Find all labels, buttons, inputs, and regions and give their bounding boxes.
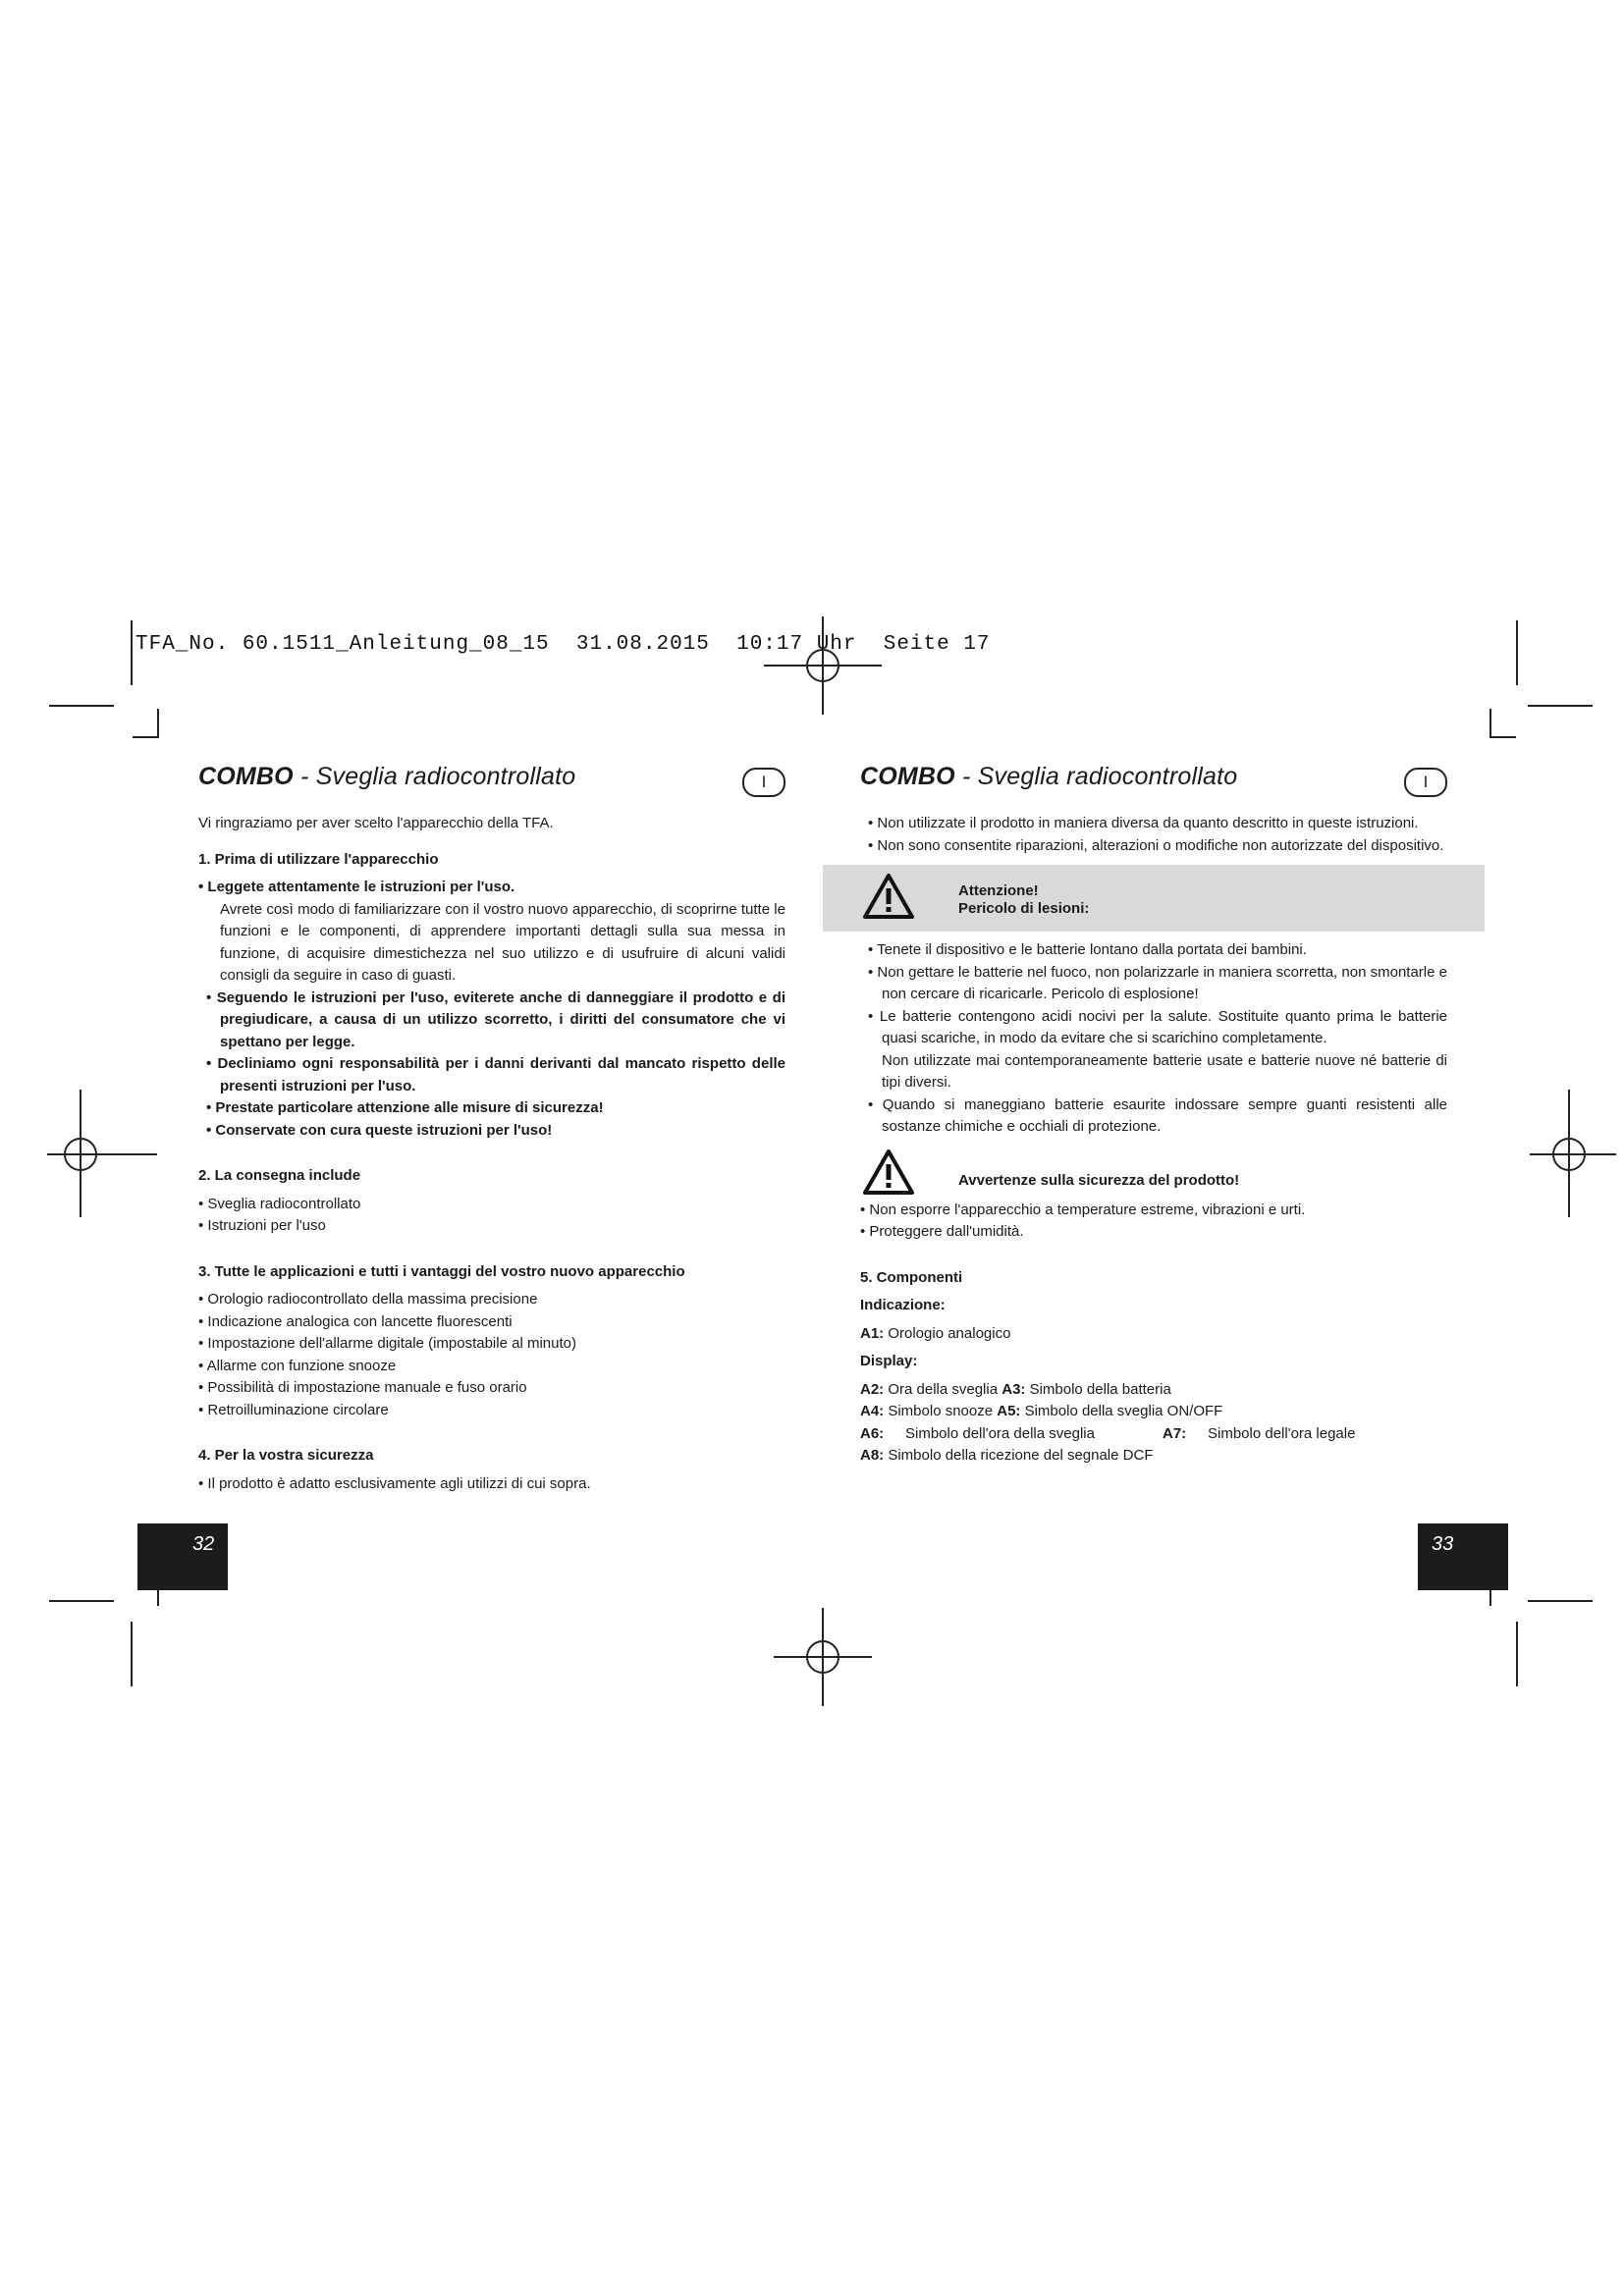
crop-mark (131, 620, 133, 685)
language-badge: I (1404, 768, 1447, 797)
list-item: • Indicazione analogica con lancette fluorescenti (198, 1312, 513, 1330)
list-item: • Istruzioni per l'uso (198, 1217, 326, 1234)
page-header (198, 763, 785, 805)
list-item: • Allarme con funzione snooze (198, 1357, 397, 1374)
page-number-tab (137, 1523, 228, 1590)
page-title: COMBO - Sveglia radiocontrollato (198, 763, 576, 790)
list-item: • Decliniamo ogni responsabilità per i danni derivanti dal mancato rispetto delle presenti istruzioni per l'uso. (206, 1055, 785, 1095)
section-heading: 2. La consegna include (198, 1167, 361, 1184)
list-item: • Leggete attentamente le istruzioni per l'uso. (198, 879, 515, 895)
list-item: • Seguendo le istruzioni per l'uso, eviterete anche di danneggiare il prodotto e di pregiudicare, a causa di un utilizzo scorretto, i diritti del consumatore che vi spettano per legge. (206, 988, 785, 1050)
list-item: • Prestate particolare attenzione alle misure di sicurezza! (206, 1099, 604, 1116)
crop-mark (1516, 620, 1518, 685)
intro-text: Vi ringraziamo per aver scelto l'apparecchio della TFA. (198, 815, 554, 831)
registration-mark-icon (1506, 1090, 1624, 1217)
crop-mark (1528, 1600, 1593, 1602)
list-item: • Non sono consentite riparazioni, alterazioni o modifiche non autorizzate del dispositivo. (868, 836, 1444, 854)
list-item: • Non utilizzate il prodotto in maniera diversa da quanto descritto in queste istruzioni. (868, 815, 1419, 831)
right-page (860, 763, 1447, 1468)
crop-mark (1490, 736, 1516, 738)
list-item: • Impostazione dell'allarme digitale (impostabile al minuto) (198, 1335, 576, 1352)
list-item: • Retroilluminazione circolare (198, 1401, 389, 1418)
page-header (860, 763, 1447, 805)
page-title: COMBO - Sveglia radiocontrollato (860, 763, 1238, 790)
list-item: • Tenete il dispositivo e le batterie lontano dalla portata dei bambini. (868, 941, 1307, 958)
list-item: • Quando si maneggiano batterie esaurite indossare sempre guanti resistenti alle sostanze chimiche e occhiali di protezione. (868, 1095, 1447, 1135)
list-item: • Sveglia radiocontrollato (198, 1195, 361, 1212)
paragraph: Non utilizzate mai contemporaneamente batterie usate e batterie nuove né batterie di tipi diversi. (882, 1051, 1447, 1091)
warning-text: Attenzione! Pericolo di lesioni: (958, 882, 1090, 917)
list-item: • Il prodotto è adatto esclusivamente agli utilizzi di cui sopra. (198, 1474, 591, 1492)
warning-text: Avvertenze sulla sicurezza del prodotto! (958, 1171, 1240, 1189)
component-line: A4: Simbolo snooze A5: Simbolo della sveglia ON/OFF (860, 1403, 1223, 1419)
list-item: • Non gettare le batterie nel fuoco, non polarizzarle in maniera scorretta, non smontarle e non cercare di ricaricarle. Pericolo di esplosione! (868, 963, 1447, 1002)
paragraph: Avrete così modo di familiarizzare con il vostro nuovo apparecchio, di scoprirne tutte le funzioni e le componenti, di apprendere importanti dettagli sulla sua messa in funzione, di acquisire dimestichezza nel suo utilizzo e di usufruire di alcuni validi consigli da seguire in caso di guasti. (220, 900, 785, 984)
section-heading: 4. Per la vostra sicurezza (198, 1447, 374, 1464)
subheading: Display: (860, 1353, 918, 1369)
crop-mark (1489, 709, 1491, 738)
crop-mark (131, 1622, 133, 1686)
warning-triangle-icon (862, 1148, 915, 1196)
crop-mark (49, 705, 114, 707)
warning-box (823, 865, 1485, 932)
page-number: 33 (1432, 1533, 1454, 1555)
list-item: • Proteggere dall'umidità. (860, 1223, 1024, 1240)
safety-warning (860, 1147, 1447, 1200)
crop-mark (157, 709, 159, 738)
list-item: • Orologio radiocontrollato della massima precisione (198, 1291, 538, 1308)
crop-mark (49, 1600, 114, 1602)
page-number-tab (1418, 1523, 1508, 1590)
list-item: • Le batterie contengono acidi nocivi per la salute. Sostituite quanto prima le batterie quasi scariche, in modo da evitare che si scarichino completamente. (868, 1007, 1447, 1046)
component-line: A6: Simbolo dell'ora della sveglia A7: Simbolo dell'ora legale (860, 1424, 1356, 1442)
subheading: Indicazione: (860, 1297, 946, 1313)
crop-mark (1528, 705, 1593, 707)
list-item: • Conservate con cura queste istruzioni per l'uso! (206, 1121, 553, 1139)
list-item: • Non esporre l'apparecchio a temperature estreme, vibrazioni e urti. (860, 1201, 1306, 1218)
crop-mark (1516, 1622, 1518, 1686)
component-line: A1: Orologio analogico (860, 1324, 1011, 1342)
section-heading: 3. Tutte le applicazioni e tutti i vantaggi del vostro nuovo apparecchio (198, 1262, 685, 1280)
print-slug-line: TFA_No. 60.1511_Anleitung_08_15 31.08.2015 10:17 Uhr Seite 17 (135, 633, 991, 656)
component-line: A8: Simbolo della ricezione del segnale DCF (860, 1447, 1154, 1464)
warning-triangle-icon (862, 873, 915, 920)
crop-mark (133, 736, 158, 738)
section-heading: 1. Prima di utilizzare l'apparecchio (198, 850, 439, 868)
registration-mark-icon (39, 1090, 157, 1217)
language-badge: I (742, 768, 785, 797)
page-number: 32 (192, 1533, 215, 1555)
component-line: A2: Ora della sveglia A3: Simbolo della batteria (860, 1380, 1171, 1398)
list-item: • Possibilità di impostazione manuale e fuso orario (198, 1379, 527, 1396)
left-page (198, 763, 785, 1495)
section-heading: 5. Componenti (860, 1268, 963, 1286)
registration-mark-icon (764, 1598, 882, 1716)
registration-mark-icon (764, 607, 882, 724)
